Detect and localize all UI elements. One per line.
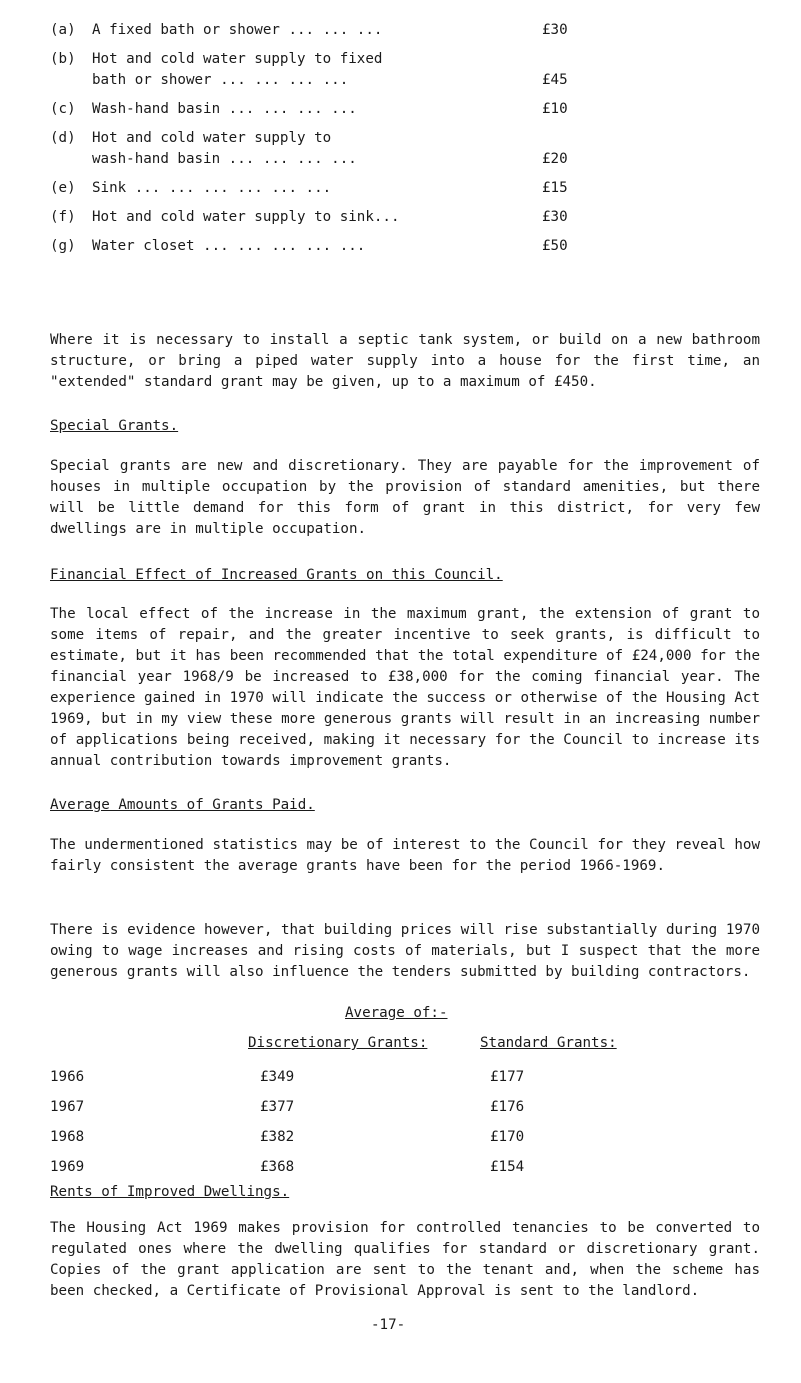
standard-amenities-list — [50, 20, 590, 265]
item-amount: £20 — [542, 151, 568, 167]
extended-grant-paragraph — [50, 330, 760, 393]
rents-paragraph — [50, 1218, 760, 1302]
item-description-line2: wash-hand basin ... ... ... ... — [92, 151, 357, 167]
average-amounts-heading: Average Amounts of Grants Paid. — [50, 797, 315, 813]
grant-item-a — [50, 20, 590, 41]
standard-cell: £154 — [490, 1158, 525, 1175]
item-amount: £10 — [542, 101, 568, 117]
year-cell: 1969 — [50, 1158, 85, 1175]
stats-col-discretionary: Discretionary Grants: — [248, 1035, 428, 1051]
standard-cell: £170 — [490, 1128, 525, 1145]
paragraph-text: Where it is necessary to install a septic tank system, or build on a new bathroom structure, or bring a piped water supply into a house for the first time, an "extended" standard grant may be given, up to a maximum of £450. — [50, 332, 760, 390]
financial-effect-paragraph — [50, 604, 760, 772]
item-letter: (f) — [50, 209, 76, 225]
year-cell: 1967 — [50, 1098, 85, 1115]
grant-item-e — [50, 178, 590, 199]
year-cell: 1968 — [50, 1128, 85, 1145]
item-letter: (b) — [50, 51, 76, 67]
item-letter: (a) — [50, 22, 76, 38]
stats-col-standard: Standard Grants: — [480, 1035, 617, 1051]
table-row — [50, 1062, 610, 1092]
grant-item-d — [50, 128, 590, 170]
page-number: -17- — [371, 1317, 406, 1333]
average-grants-table — [50, 1062, 610, 1182]
item-amount: £15 — [542, 180, 568, 196]
grant-item-f — [50, 207, 590, 228]
item-description: Water closet ... ... ... ... ... — [92, 238, 366, 254]
item-description-line2: bath or shower ... ... ... ... — [92, 72, 349, 88]
average-amounts-paragraph-1 — [50, 835, 760, 877]
item-amount: £30 — [542, 22, 568, 38]
discretionary-cell: £377 — [260, 1098, 295, 1115]
stats-average-of-heading: Average of:- — [345, 1005, 448, 1021]
paragraph-text: The Housing Act 1969 makes provision for controlled tenancies to be converted to regulated ones where the dwelling qualifies for standard or discretionary grant. Copies of the grant application are sent to the tenant and, when the scheme has been checked, a Certificate of Provisional Approval is sent to the landlord. — [50, 1220, 760, 1299]
item-description: Wash-hand basin ... ... ... ... — [92, 101, 357, 117]
discretionary-cell: £368 — [260, 1158, 295, 1175]
paragraph-text: The local effect of the increase in the maximum grant, the extension of grant to some items of repair, and the greater incentive to seek grants, is difficult to estimate, but it has been recommended that the total expenditure of £24,000 for the financial year 1968/9 be increased to £38,000 for the coming financial year. The experience gained in 1970 will indicate the success or otherwise of the Housing Act 1969, but in my view these more generous grants will result in an increasing number of applications being received, making it necessary for the Council to increase its annual contribution towards improvement grants. — [50, 606, 760, 769]
standard-cell: £177 — [490, 1068, 525, 1085]
rents-heading: Rents of Improved Dwellings. — [50, 1184, 290, 1200]
item-description: A fixed bath or shower ... ... ... — [92, 22, 383, 38]
average-amounts-paragraph-2 — [50, 920, 760, 983]
table-row — [50, 1092, 610, 1122]
item-description: Hot and cold water supply to sink... — [92, 209, 400, 225]
item-amount: £45 — [542, 72, 568, 88]
grant-item-b — [50, 49, 590, 91]
item-description-line1: Hot and cold water supply to fixed — [92, 51, 383, 67]
standard-cell: £176 — [490, 1098, 525, 1115]
item-amount: £30 — [542, 209, 568, 225]
discretionary-cell: £382 — [260, 1128, 295, 1145]
item-description: Sink ... ... ... ... ... ... — [92, 180, 332, 196]
item-letter: (c) — [50, 101, 76, 117]
special-grants-heading: Special Grants. — [50, 418, 179, 434]
discretionary-cell: £349 — [260, 1068, 295, 1085]
paragraph-text: Special grants are new and discretionary. They are payable for the improvement of houses in multiple occupation by the provision of standard amenities, but there will be little demand for this form of grant in this district, for very few dwellings are in multiple occupation. — [50, 458, 760, 537]
special-grants-paragraph — [50, 456, 760, 540]
financial-effect-heading: Financial Effect of Increased Grants on this Council. — [50, 567, 503, 583]
item-description-line1: Hot and cold water supply to — [92, 130, 332, 146]
item-letter: (e) — [50, 180, 76, 196]
paragraph-text: The undermentioned statistics may be of interest to the Council for they reveal how fairly consistent the average grants have been for the period 1966-1969. — [50, 837, 760, 874]
table-row — [50, 1122, 610, 1152]
item-amount: £50 — [542, 238, 568, 254]
grant-item-g — [50, 236, 590, 257]
item-letter: (d) — [50, 130, 76, 146]
item-letter: (g) — [50, 238, 76, 254]
paragraph-text: There is evidence however, that building prices will rise substantially during 1970 owing to wage increases and rising costs of materials, but I suspect that the more generous grants will also influence the tenders submitted by building contractors. — [50, 922, 760, 980]
table-row — [50, 1152, 610, 1182]
year-cell: 1966 — [50, 1068, 85, 1085]
grant-item-c — [50, 99, 590, 120]
